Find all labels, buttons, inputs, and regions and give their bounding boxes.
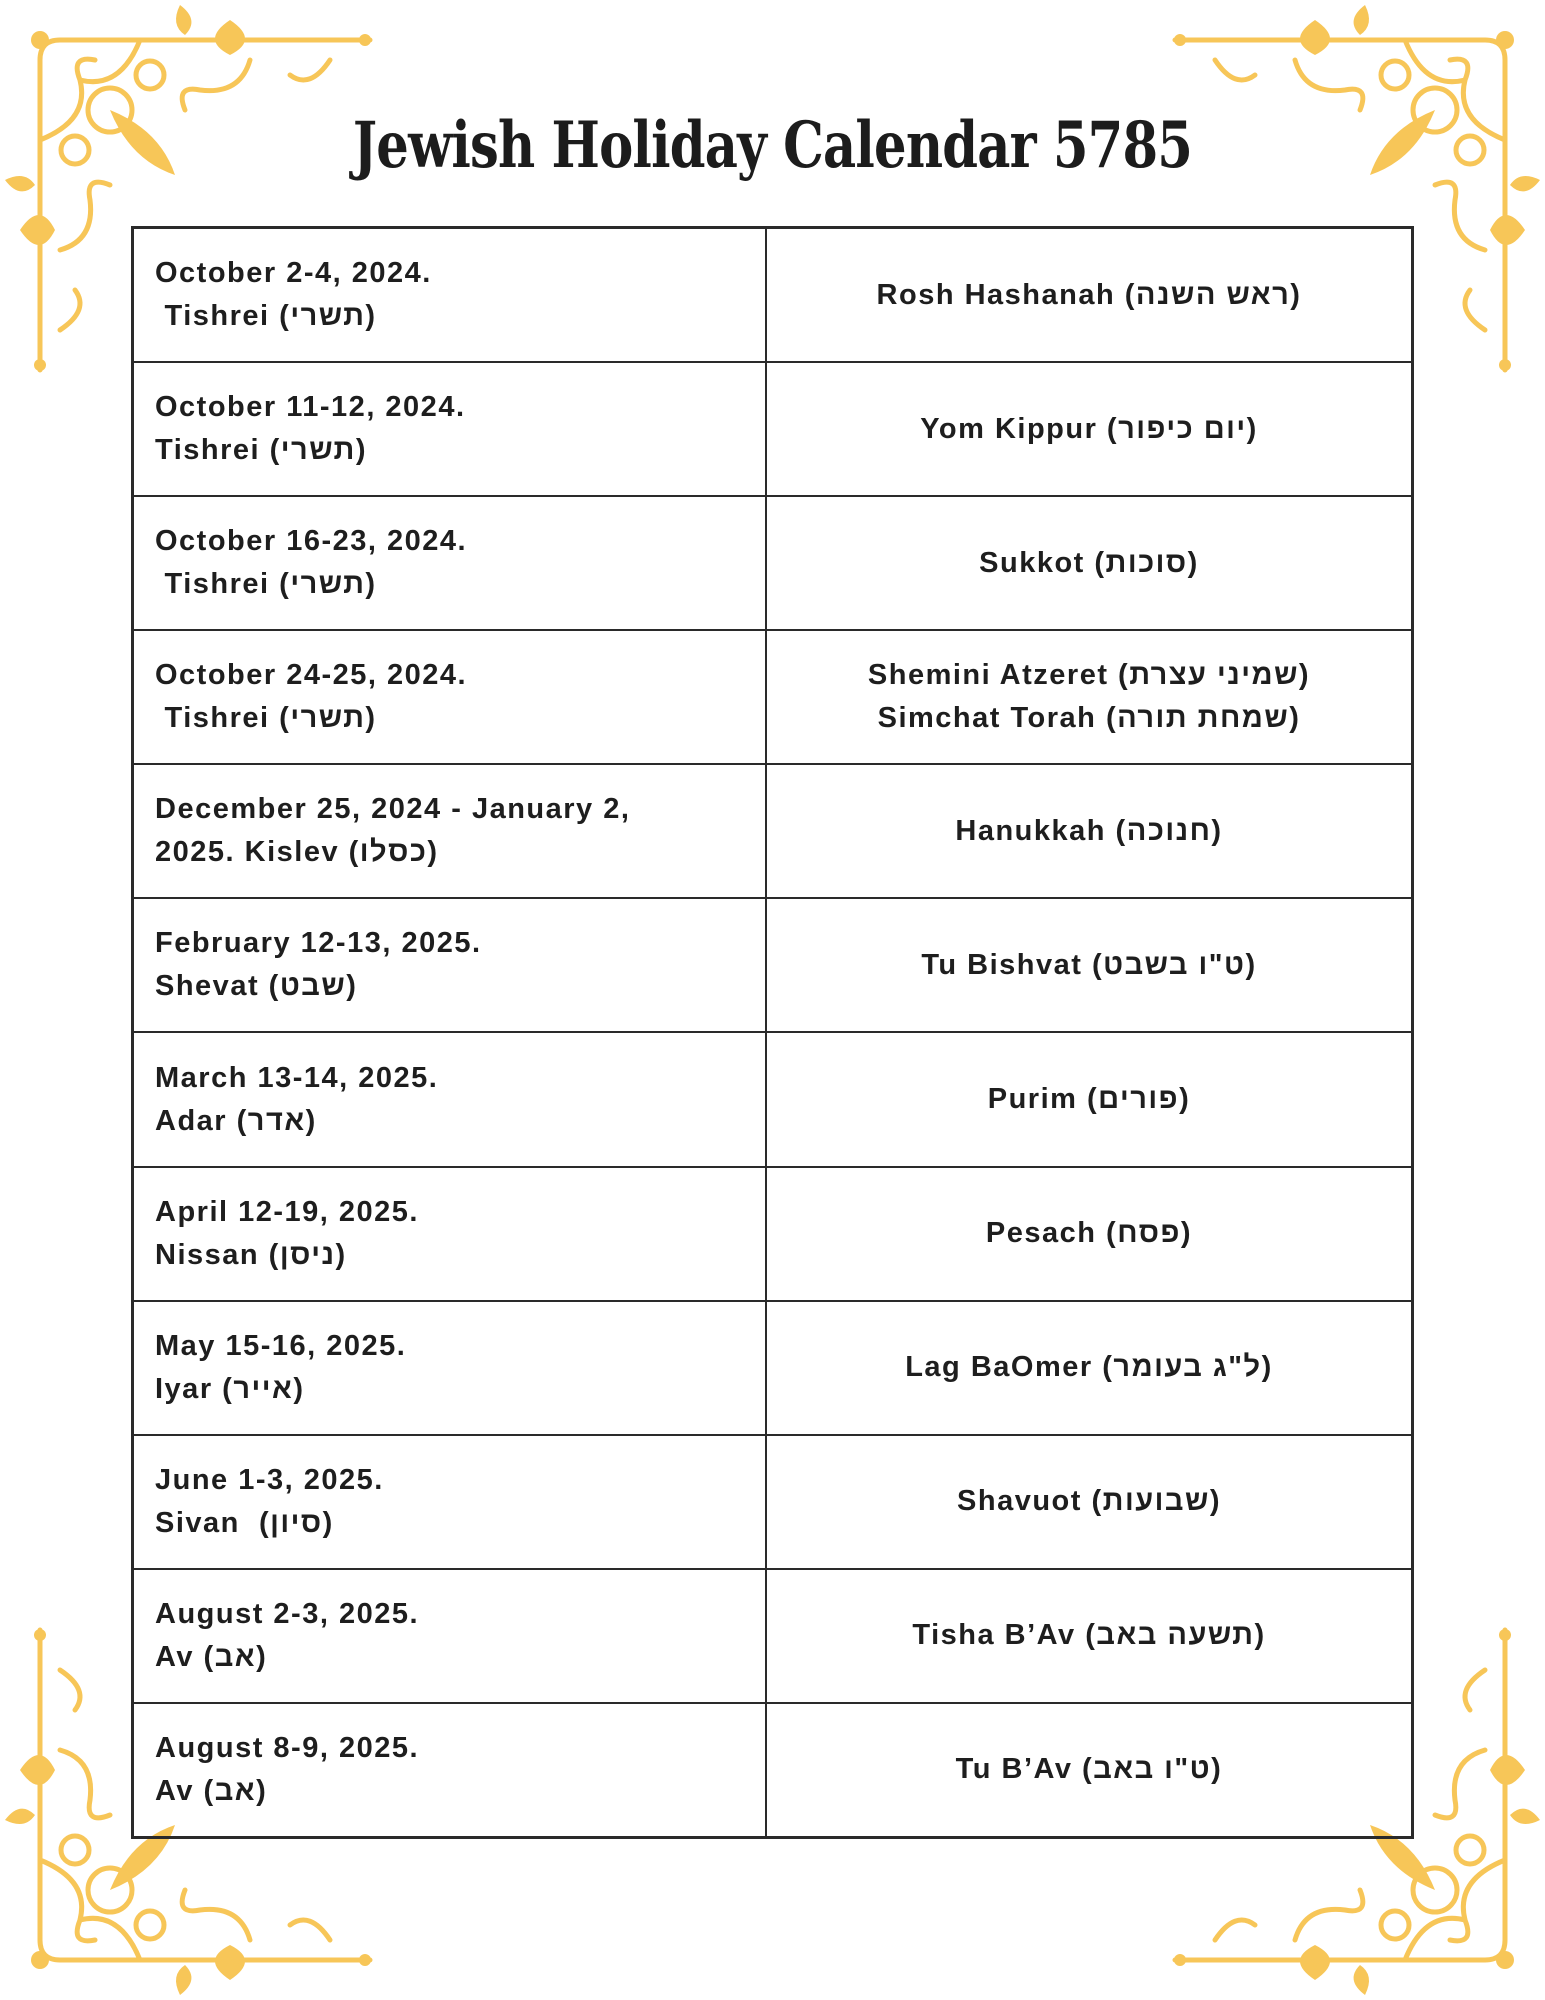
date-text: May 15-16, 2025. — [155, 1329, 407, 1362]
hebrew-month-text: Sivan (סיון) — [155, 1506, 334, 1539]
holiday-name: Hanukkah (חנוכה) — [955, 814, 1223, 847]
date-text: October 16-23, 2024. — [155, 525, 468, 558]
date-cell — [133, 1569, 767, 1703]
hebrew-month-text: Av (אב) — [155, 1774, 268, 1807]
date-text: August 2-3, 2025. — [155, 1597, 420, 1630]
date-text: June 1-3, 2025. — [155, 1463, 384, 1496]
date-text: August 8-9, 2025. — [155, 1731, 420, 1764]
date-cell — [133, 764, 767, 898]
holiday-cell — [766, 1032, 1413, 1166]
hebrew-month-text: Tishrei (תשרי) — [155, 300, 377, 333]
holiday-name: Tisha B’Av (תשעה באב) — [912, 1619, 1266, 1652]
holiday-name: Tu B’Av (ט"ו באב) — [955, 1753, 1223, 1786]
table-row — [133, 1167, 1413, 1301]
date-cell — [133, 496, 767, 630]
holiday-name: Rosh Hashanah (ראש השנה) — [876, 278, 1302, 311]
table-row — [133, 1435, 1413, 1569]
holiday-cell — [766, 1703, 1413, 1838]
holiday-name: Tu Bishvat (ט"ו בשבט) — [921, 948, 1257, 981]
date-cell — [133, 362, 767, 496]
date-cell — [133, 1435, 767, 1569]
date-text: October 24-25, 2024. — [155, 659, 468, 692]
table-row — [133, 1301, 1413, 1435]
holiday-cell — [766, 764, 1413, 898]
hebrew-month-text: Av (אב) — [155, 1640, 268, 1673]
hebrew-month-text: Adar (אדר) — [155, 1104, 317, 1137]
holiday-cell — [766, 1167, 1413, 1301]
holiday-name: Sukkot (סוכות) — [979, 546, 1199, 579]
table-row — [133, 1703, 1413, 1838]
holiday-cell — [766, 630, 1413, 764]
date-cell — [133, 1703, 767, 1838]
table-row — [133, 362, 1413, 496]
holiday-cell — [766, 362, 1413, 496]
holiday-cell — [766, 1435, 1413, 1569]
holiday-name-secondary: Simchat Torah (שמחת תורה) — [877, 702, 1301, 735]
date-cell — [133, 1167, 767, 1301]
hebrew-month-text: Tishrei (תשרי) — [155, 434, 367, 467]
table-row — [133, 496, 1413, 630]
hebrew-month-text: Nissan (ניסן) — [155, 1238, 347, 1271]
holiday-name: Shemini Atzeret (שמיני עצרת) — [867, 659, 1311, 692]
table-row — [133, 1032, 1413, 1166]
date-cell — [133, 228, 767, 363]
holiday-name: Lag BaOmer (ל"ג בעומר) — [905, 1351, 1273, 1384]
hebrew-month-text: Iyar (אייר) — [155, 1372, 305, 1405]
holiday-name: Purim (פורים) — [987, 1083, 1191, 1115]
hebrew-month-text: Shevat (שבט) — [155, 970, 358, 1003]
date-cell — [133, 1301, 767, 1435]
holiday-name: Shavuot (שבועות) — [957, 1485, 1221, 1518]
table-row — [133, 764, 1413, 898]
table-row — [133, 1569, 1413, 1703]
date-text: April 12-19, 2025. — [155, 1195, 419, 1228]
date-cell — [133, 630, 767, 764]
holiday-name: Pesach (פסח) — [985, 1217, 1193, 1250]
holiday-table — [131, 226, 1414, 1839]
holiday-name: Yom Kippur (יום כיפור) — [920, 412, 1258, 445]
hebrew-month-text: Tishrei (תשרי) — [155, 702, 377, 735]
table-row — [133, 228, 1413, 363]
date-cell — [133, 898, 767, 1032]
table-row — [133, 898, 1413, 1032]
date-text: March 13-14, 2025. — [155, 1061, 439, 1094]
holiday-cell — [766, 1569, 1413, 1703]
holiday-cell — [766, 1301, 1413, 1435]
date-text: October 11-12, 2024. — [155, 391, 466, 424]
hebrew-month-text: 2025. Kislev (כסלו) — [155, 836, 439, 869]
holiday-cell — [766, 228, 1413, 363]
date-text: October 2-4, 2024. — [155, 257, 432, 290]
page-title: Jewish Holiday Calendar 5785 — [352, 108, 1193, 183]
holiday-cell — [766, 496, 1413, 630]
date-cell — [133, 1032, 767, 1166]
holiday-cell — [766, 898, 1413, 1032]
table-row — [133, 630, 1413, 764]
hebrew-month-text: Tishrei (תשרי) — [155, 568, 377, 601]
date-text: December 25, 2024 - January 2, — [155, 793, 631, 826]
date-text: February 12-13, 2025. — [155, 927, 482, 960]
